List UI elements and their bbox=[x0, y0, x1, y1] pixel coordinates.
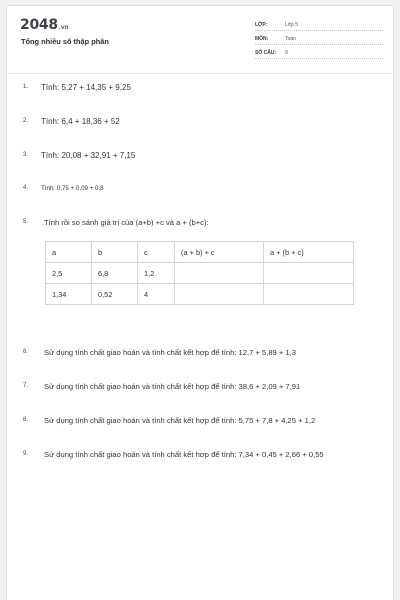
question-number: 1. bbox=[23, 84, 29, 90]
worksheet-page bbox=[6, 5, 394, 600]
worksheet-title: Tổng nhiều số thập phân bbox=[21, 37, 109, 46]
table-cell bbox=[264, 284, 354, 305]
comparison-table bbox=[45, 241, 354, 305]
table-cell bbox=[264, 263, 354, 284]
table-header-row bbox=[46, 242, 354, 263]
question-text: Sử dụng tính chất giao hoán và tính chất kết hợp để tính: 5,75 + 7,8 + 4,25 + 1,2 bbox=[44, 416, 316, 425]
question-text: Tính: 6,4 + 18,36 + 52 bbox=[41, 117, 120, 126]
meta-question-count bbox=[255, 47, 383, 59]
meta-subject-label: MÔN: bbox=[255, 36, 269, 42]
table-cell bbox=[175, 284, 264, 305]
question-text: Tính: 20,08 + 32,91 + 7,15 bbox=[41, 151, 136, 160]
table-cell: 4 bbox=[138, 284, 175, 305]
table-cell: 1,34 bbox=[46, 284, 92, 305]
question-number: 2. bbox=[23, 118, 29, 124]
site-logo[interactable] bbox=[20, 17, 68, 33]
logo-suffix: .vn bbox=[58, 24, 69, 31]
meta-subject-value: Toán bbox=[285, 36, 296, 42]
table-header-cell: c bbox=[138, 242, 175, 263]
question-text: Tính: 5,27 + 14,35 + 9,25 bbox=[41, 83, 131, 92]
meta-count-value: 9 bbox=[285, 50, 288, 56]
question-number: 3. bbox=[23, 152, 29, 158]
question-number: 9. bbox=[23, 451, 29, 457]
meta-subject bbox=[255, 33, 383, 45]
question-number: 7. bbox=[23, 383, 29, 389]
question-text: Sử dụng tính chất giao hoán và tính chất kết hợp để tính: 38,6 + 2,09 + 7,91 bbox=[44, 382, 301, 391]
logo-text: 2048 bbox=[20, 17, 58, 33]
question-number: 6. bbox=[23, 349, 29, 355]
table-row bbox=[46, 263, 354, 284]
meta-grade bbox=[255, 19, 383, 31]
table-cell: 1,2 bbox=[138, 263, 175, 284]
meta-grade-label: LỚP: bbox=[255, 22, 268, 28]
question-number: 8. bbox=[23, 417, 29, 423]
meta-grade-value: Lớp 5 bbox=[285, 22, 299, 28]
table-cell: 2,5 bbox=[46, 263, 92, 284]
table-cell: 6,8 bbox=[92, 263, 138, 284]
question-text: Tính rồi so sánh giá trị của (a+b) +c và a + (b+c): bbox=[44, 218, 209, 227]
question-text: Sử dụng tính chất giao hoán và tính chất kết hợp để tính: 7,34 + 0,45 + 2,66 + 0,55 bbox=[44, 450, 324, 459]
question-text: Tính: 0,75 + 0,09 + 0,8 bbox=[41, 185, 104, 192]
question-number: 4. bbox=[23, 185, 29, 191]
worksheet-header bbox=[7, 6, 393, 74]
table-header-cell: a bbox=[46, 242, 92, 263]
table-header-cell: a + (b + c) bbox=[264, 242, 354, 263]
question-number: 5. bbox=[23, 219, 29, 225]
table-cell bbox=[175, 263, 264, 284]
table-header-cell: (a + b) + c bbox=[175, 242, 264, 263]
meta-count-label: SỐ CÂU: bbox=[255, 50, 277, 56]
table-header-cell: b bbox=[92, 242, 138, 263]
table-row bbox=[46, 284, 354, 305]
question-text: Sử dụng tính chất giao hoán và tính chất kết hợp để tính: 12,7 + 5,89 + 1,3 bbox=[44, 348, 296, 357]
table-cell: 0,52 bbox=[92, 284, 138, 305]
